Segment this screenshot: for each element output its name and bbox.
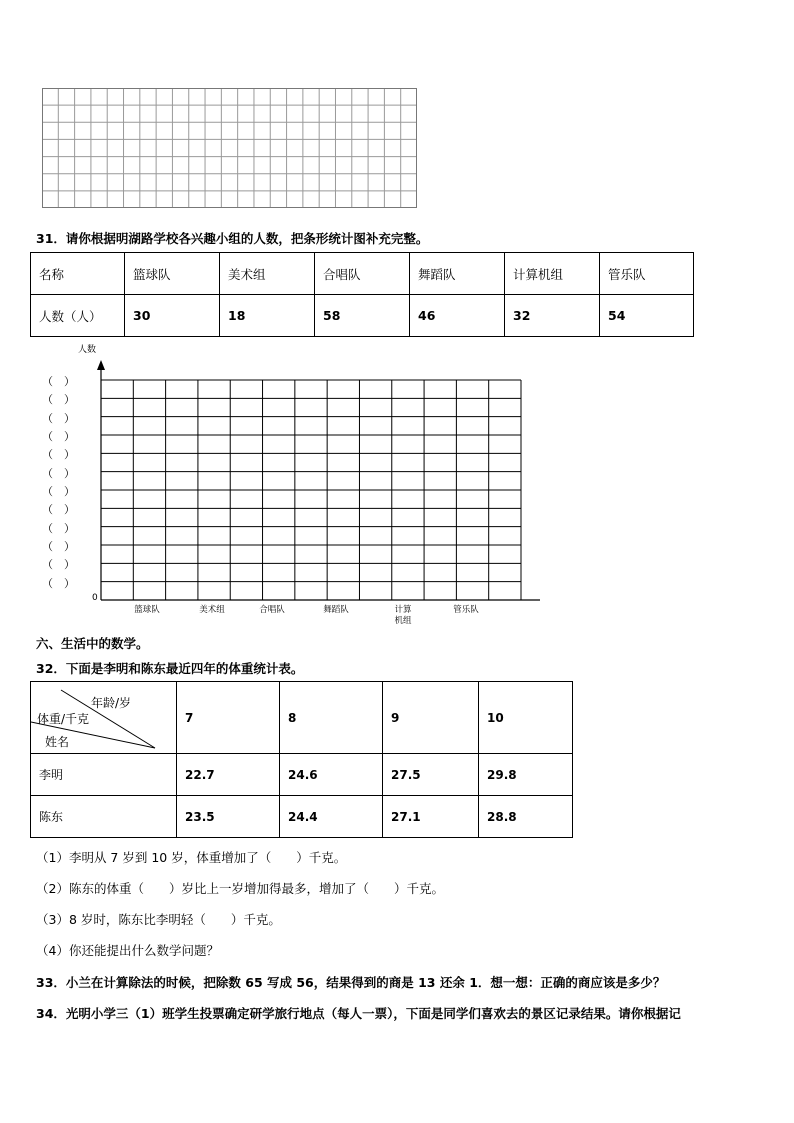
section-6-title: 六、生活中的数学。 (36, 636, 149, 651)
y-tick-placeholder: （ ） (42, 558, 75, 572)
y-tick-placeholder: （ ） (42, 411, 75, 425)
y-tick-placeholder: （ ） (42, 576, 75, 590)
name-header: 姓名 (45, 735, 70, 749)
y-tick-placeholder: （ ） (42, 393, 75, 407)
table-cell: 23.5 (177, 796, 280, 838)
table-row (31, 253, 694, 295)
table-cell: 美术组 (220, 253, 315, 295)
table-cell: 舞蹈队 (410, 253, 505, 295)
blank-grid-top (42, 88, 420, 210)
table-cell: 篮球队 (125, 253, 220, 295)
table-cell: 58 (315, 295, 410, 337)
origin-label: 0 (92, 593, 98, 603)
y-tick-placeholder: （ ） (42, 521, 75, 535)
table-cell: 32 (505, 295, 600, 337)
sub-question-3: （3）8 岁时，陈东比李明轻（ ）千克。 (36, 912, 281, 927)
table-cell: 22.7 (177, 754, 280, 796)
table-cell: 陈东 (31, 796, 177, 838)
weight-header: 体重/千克 (37, 712, 90, 726)
table-cell: 李明 (31, 754, 177, 796)
table-cell: 管乐队 (600, 253, 694, 295)
table-row (31, 754, 573, 796)
y-tick-placeholder: （ ） (42, 540, 75, 553)
table-cell: 24.4 (280, 796, 383, 838)
y-tick-placeholder: （ ） (42, 503, 75, 517)
y-tick-placeholder: （ ） (42, 375, 75, 388)
y-tick-placeholder: （ ） (42, 448, 75, 462)
question-32-title: 32．下面是李明和陈东最近四年的体重统计表。 (36, 661, 304, 676)
table-cell: 28.8 (479, 796, 573, 838)
table-cell: 27.5 (383, 754, 479, 796)
weight-table (30, 681, 573, 838)
table-cell: 计算机组 (505, 253, 600, 295)
y-tick-placeholder: （ ） (42, 466, 75, 480)
x-tick-label: 管乐队 (453, 605, 479, 615)
x-tick-label: 合唱队 (259, 605, 285, 615)
table-cell: 54 (600, 295, 694, 337)
sub-question-2: （2）陈东的体重（ ）岁比上一岁增加得最多，增加了（ ）千克。 (36, 881, 444, 896)
table-cell: 名称 (31, 253, 125, 295)
sub-question-4: （4）你还能提出什么数学问题？ (36, 943, 219, 958)
sub-question-1: （1）李明从 7 岁到 10 岁，体重增加了（ ）千克。 (36, 850, 347, 865)
diagonal-header-cell (31, 682, 177, 754)
x-tick-label: 机组 (394, 616, 412, 626)
interest-group-table (30, 252, 694, 337)
question-31-title: 31．请你根据明湖路学校各兴趣小组的人数，把条形统计图补充完整。 (36, 231, 429, 246)
table-row (31, 682, 573, 754)
y-axis-arrow (97, 360, 105, 370)
x-tick-label: 舞蹈队 (323, 605, 349, 615)
table-cell: 27.1 (383, 796, 479, 838)
table-cell: 合唱队 (315, 253, 410, 295)
y-tick-placeholder: （ ） (42, 485, 75, 498)
question-34: 34．光明小学三（1）班学生投票确定研学旅行地点（每人一票），下面是同学们喜欢去的景区记录结果。请你根据记 (36, 1006, 681, 1021)
y-tick-placeholder: （ ） (42, 430, 75, 443)
x-tick-label: 美术组 (199, 605, 225, 615)
age-header: 年龄/岁 (91, 696, 132, 710)
table-cell: 24.6 (280, 754, 383, 796)
chart-svg (0, 338, 560, 628)
table-cell: 7 (177, 682, 280, 754)
table-row (31, 796, 573, 838)
table-cell: 29.8 (479, 754, 573, 796)
table-cell: 30 (125, 295, 220, 337)
x-tick-label: 计算 (394, 605, 412, 615)
table-cell: 18 (220, 295, 315, 337)
table-cell: 8 (280, 682, 383, 754)
question-33: 33．小兰在计算除法的时候，把除数 65 写成 56，结果得到的商是 13 还余 1．想一想：正确的商应该是多少？ (36, 975, 666, 990)
table-cell: 人数（人） (31, 295, 125, 337)
table-row (31, 295, 694, 337)
table-cell: 9 (383, 682, 479, 754)
bar-chart (0, 338, 560, 628)
y-axis-label: 人数 (78, 345, 97, 355)
table-cell: 10 (479, 682, 573, 754)
x-tick-label: 篮球队 (134, 605, 160, 615)
table-cell: 46 (410, 295, 505, 337)
